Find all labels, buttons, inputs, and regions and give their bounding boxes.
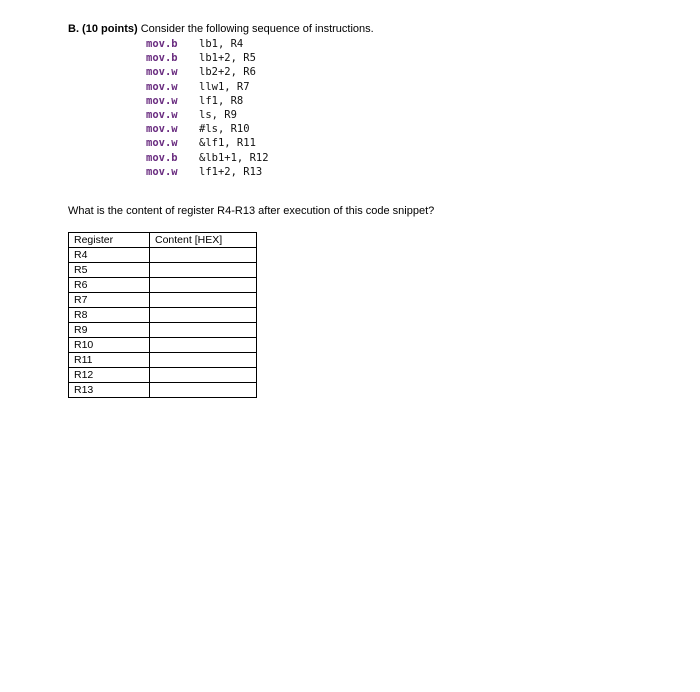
table-row [69,248,257,263]
register-name-cell: R5 [69,263,150,278]
instruction-operands: #ls, R10 [199,123,250,136]
register-content-cell[interactable] [150,383,257,398]
instruction-operands: lb2+2, R6 [199,66,256,79]
code-line [146,37,269,51]
instruction-operands: lf1+2, R13 [199,165,263,178]
register-column-header: Register [69,233,150,248]
question-heading [68,22,374,36]
register-content-cell[interactable] [150,263,257,278]
table-row [69,383,257,398]
instruction-operands: lb1, R4 [199,38,244,50]
table-row [69,308,257,323]
instruction-operands: lb1+2, R5 [199,52,256,65]
code-line [146,94,269,108]
instruction-operands: ls, R9 [199,108,237,121]
instruction-opcode: mov.w [146,80,178,93]
table-row [69,323,257,338]
code-line [146,151,269,165]
instruction-opcode: mov.w [146,123,178,136]
instruction-opcode: mov.w [146,94,178,107]
question-text: Consider the following sequence of instructions. [137,23,374,35]
register-name-cell: R6 [69,278,150,293]
register-content-cell[interactable] [150,338,257,353]
register-name-cell: R10 [69,338,150,353]
instruction-opcode: mov.w [146,137,178,150]
code-line [146,165,269,179]
register-name-cell: R8 [69,308,150,323]
code-line [146,51,269,65]
table-header-row [69,233,257,248]
table-row [69,353,257,368]
instruction-operands: &lf1, R11 [199,137,256,150]
register-content-cell[interactable] [150,323,257,338]
register-content-cell[interactable] [150,368,257,383]
question-prompt: What is the content of register R4-R13 after execution of this code snippet? [68,205,435,217]
instruction-operands: &lb1+1, R12 [199,151,269,164]
register-content-cell[interactable] [150,308,257,323]
register-name-cell: R11 [69,353,150,368]
table-row [69,293,257,308]
register-content-cell[interactable] [150,278,257,293]
register-name-cell: R9 [69,323,150,338]
table-row [69,368,257,383]
table-row [69,278,257,293]
register-name-cell: R7 [69,293,150,308]
code-line [146,122,269,136]
table-row [69,338,257,353]
instruction-operands: lf1, R8 [199,94,244,107]
instruction-operands: llw1, R7 [199,80,250,93]
code-line [146,108,269,122]
instruction-opcode: mov.b [146,52,178,65]
instruction-opcode: mov.w [146,165,178,178]
instruction-opcode: mov.b [146,151,178,164]
instruction-opcode: mov.b [146,38,178,50]
register-content-cell[interactable] [150,293,257,308]
register-table [68,232,257,398]
question-label: B. (10 points) [68,23,138,35]
table-row [69,263,257,278]
code-line [146,80,269,94]
register-name-cell: R13 [69,383,150,398]
instruction-opcode: mov.w [146,66,178,79]
code-snippet [146,37,269,179]
code-line [146,136,269,150]
code-line [146,65,269,79]
instruction-opcode: mov.w [146,108,178,121]
register-content-cell[interactable] [150,353,257,368]
register-name-cell: R4 [69,248,150,263]
content-column-header: Content [HEX] [150,233,257,248]
register-content-cell[interactable] [150,248,257,263]
register-name-cell: R12 [69,368,150,383]
